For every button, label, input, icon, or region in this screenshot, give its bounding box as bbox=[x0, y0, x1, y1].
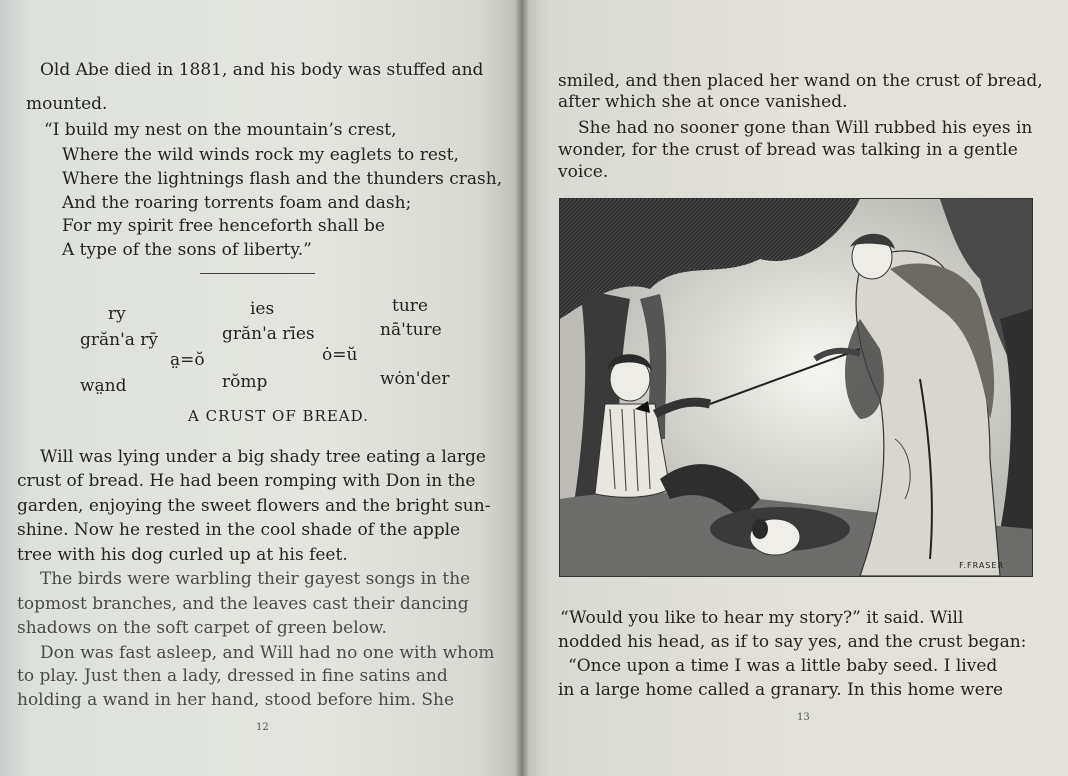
phonics-ture: ture bbox=[392, 296, 428, 316]
text-line: voice. bbox=[558, 162, 609, 182]
phonics-nature: nā'ture bbox=[380, 320, 442, 340]
story-line: to play. Just then a lady, dressed in fine satins and bbox=[17, 666, 448, 686]
right-page bbox=[522, 0, 1068, 776]
text-line: “Once upon a time I was a little baby seed. I lived bbox=[568, 656, 998, 676]
poem-line: For my spirit free henceforth shall be bbox=[62, 216, 385, 236]
story-line: holding a wand in her hand, stood before him. She bbox=[17, 690, 455, 710]
poem-line: And the roaring torrents foam and dash; bbox=[62, 193, 412, 213]
story-line: topmost branches, and the leaves cast their dancing bbox=[17, 594, 469, 614]
poem-line: A type of the sons of liberty.” bbox=[62, 240, 312, 260]
illustrator-signature: F.FRASER bbox=[959, 561, 1004, 570]
text-line: Old Abe died in 1881, and his body was stuffed and bbox=[40, 60, 484, 80]
section-divider bbox=[200, 273, 315, 274]
phonics-granary: grăn'a rȳ bbox=[80, 330, 159, 350]
page-number: 12 bbox=[256, 722, 269, 733]
story-line: shadows on the soft carpet of green below. bbox=[17, 618, 387, 638]
text-line: after which she at once vanished. bbox=[558, 92, 848, 112]
phonics-wand: wa̤nd bbox=[80, 376, 127, 396]
story-line: crust of bread. He had been romping with Don in the bbox=[17, 471, 476, 491]
story-line: tree with his dog curled up at his feet. bbox=[17, 545, 348, 565]
story-title: A CRUST OF BREAD. bbox=[188, 407, 369, 425]
phonics-o-equals-u: ȯ=ŭ bbox=[322, 345, 358, 365]
story-line: garden, enjoying the sweet flowers and the bright sun- bbox=[17, 496, 491, 516]
phonics-a-equals-o: a̤=ŏ bbox=[170, 350, 205, 370]
poem-line: “I build my nest on the mountain’s crest, bbox=[44, 120, 397, 140]
story-line: Will was lying under a big shady tree eating a large bbox=[40, 447, 486, 467]
text-line: wonder, for the crust of bread was talking in a gentle bbox=[558, 140, 1018, 160]
text-line: nodded his head, as if to say yes, and the crust began: bbox=[558, 632, 1027, 652]
phonics-wonder: wȯn'der bbox=[380, 369, 450, 389]
text-line: She had no sooner gone than Will rubbed his eyes in bbox=[578, 118, 1033, 138]
phonics-ies: ies bbox=[250, 299, 275, 319]
text-line: “Would you like to hear my story?” it said. Will bbox=[560, 608, 964, 628]
phonics-romp: rŏmp bbox=[222, 372, 268, 392]
text-line: in a large home called a granary. In this home were bbox=[558, 680, 1004, 700]
story-line: The birds were warbling their gayest songs in the bbox=[40, 569, 471, 589]
poem-line: Where the wild winds rock my eaglets to rest, bbox=[62, 145, 459, 165]
story-line: shine. Now he rested in the cool shade of the apple bbox=[17, 520, 461, 540]
book-spine bbox=[515, 0, 529, 776]
phonics-ry: ry bbox=[108, 304, 126, 324]
phonics-granaries: grăn'a rīes bbox=[222, 324, 315, 344]
poem-line: Where the lightnings flash and the thunders crash, bbox=[62, 169, 503, 189]
text-line: mounted. bbox=[26, 94, 108, 114]
page-number: 13 bbox=[797, 712, 810, 723]
story-illustration bbox=[559, 198, 1033, 577]
left-page bbox=[0, 0, 522, 776]
fairy-and-boy-illustration bbox=[560, 199, 1032, 576]
story-line: Don was fast asleep, and Will had no one with whom bbox=[40, 643, 495, 663]
text-line: smiled, and then placed her wand on the crust of bread, bbox=[558, 71, 1043, 91]
